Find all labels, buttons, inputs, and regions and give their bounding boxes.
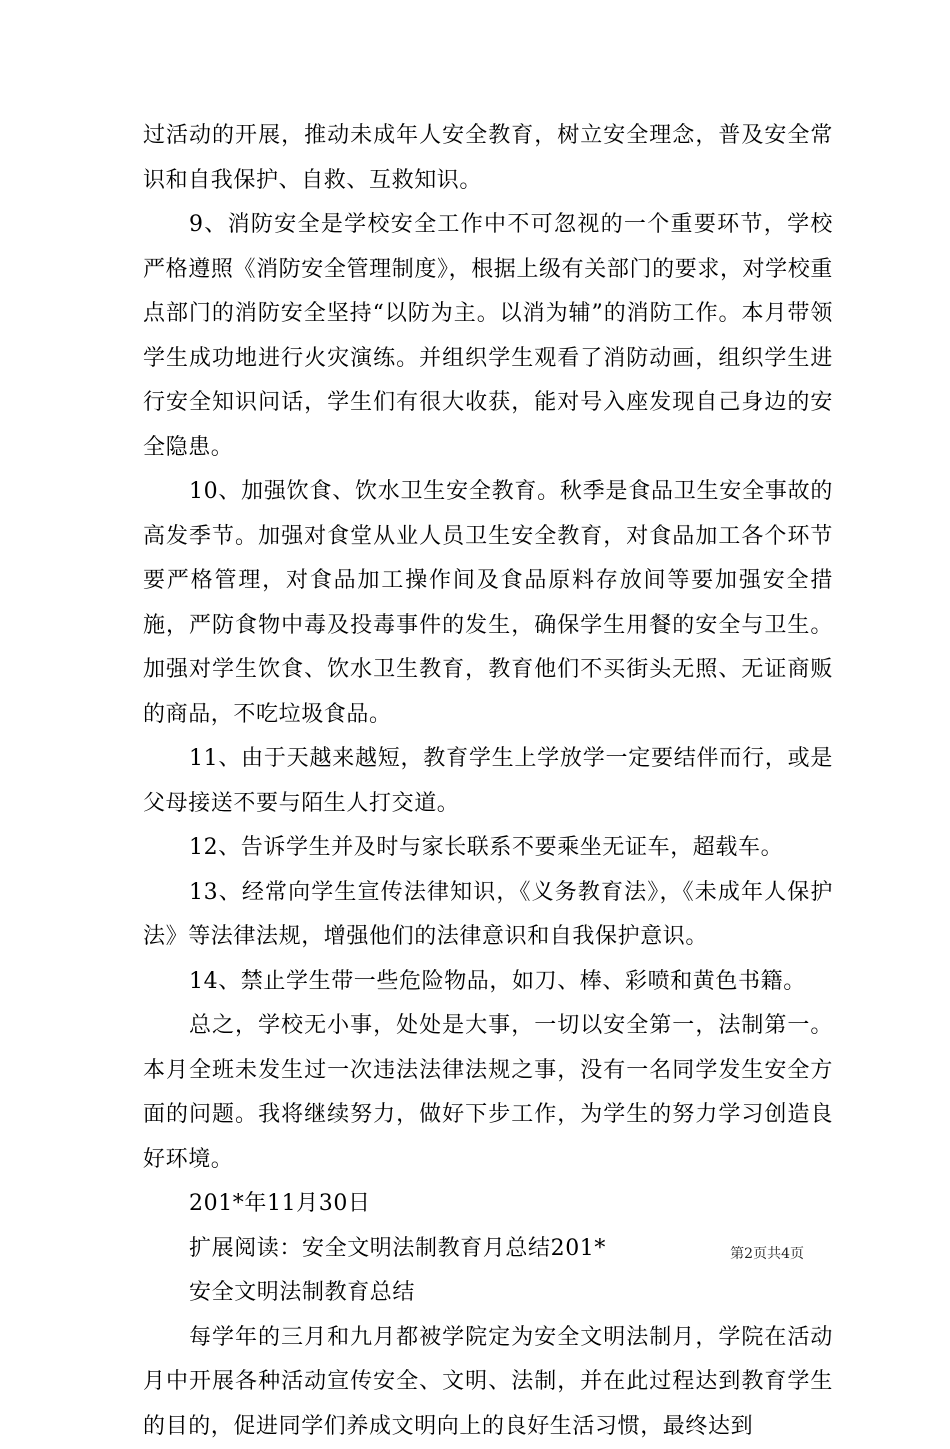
paragraph-8: 总之，学校无小事，处处是大事，一切以安全第一，法制第一。本月全班未发生过一次违法法律法规之事，没有一名同学发生安全方面的问题。我将继续努力，做好下步工作，为学生的努力学习创造良好环境。 <box>143 1004 833 1182</box>
paragraph-4: 11、由于天越来越短，教育学生上学放学一定要结伴而行，或是父母接送不要与陌生人打交道。 <box>143 737 833 826</box>
paragraph-1: 过活动的开展，推动未成年人安全教育，树立安全理念，普及安全常识和自我保护、自救、互救知识。 <box>143 114 833 203</box>
section-title: 安全文明法制教育总结 <box>143 1271 833 1316</box>
paragraph-2: 9、消防安全是学校安全工作中不可忽视的一个重要环节，学校严格遵照《消防安全管理制度》，根据上级有关部门的要求，对学校重点部门的消防安全坚持“以防为主。以消为辅”的消防工作。本月带领学生成功地进行火灾演练。并组织学生观看了消防动画，组织学生进行安全知识问话，学生们有很大收获，能对号入座发现自己身边的安全隐患。 <box>143 203 833 470</box>
extended-reading-line: 扩展阅读：安全文明法制教育月总结201* <box>143 1227 833 1272</box>
paragraph-6: 13、经常向学生宣传法律知识，《义务教育法》，《未成年人保护法》等法律法规，增强他们的法律意识和自我保护意识。 <box>143 871 833 960</box>
date-line: 201*年11月30日 <box>143 1182 833 1227</box>
paragraph-12: 每学年的三月和九月都被学院定为安全文明法制月，学院在活动月中开展各种活动宣传安全、文明、法制，并在此过程达到教育学生的目的，促进同学们养成文明向上的良好生活习惯，最终达到 <box>143 1316 833 1449</box>
paragraph-3: 10、加强饮食、饮水卫生安全教育。秋季是食品卫生安全事故的高发季节。加强对食堂从业人员卫生安全教育，对食品加工各个环节要严格管理，对食品加工操作间及食品原料存放间等要加强安全措施，严防食物中毒及投毒事件的发生，确保学生用餐的安全与卫生。加强对学生饮食、饮水卫生教育，教育他们不买街头无照、无证商贩的商品，不吃垃圾食品。 <box>143 470 833 737</box>
paragraph-7: 14、禁止学生带一些危险物品，如刀、棒、彩喷和黄色书籍。 <box>143 960 833 1005</box>
paragraph-5: 12、告诉学生并及时与家长联系不要乘坐无证车，超载车。 <box>143 826 833 871</box>
page-number-footer: 第2页共4页 <box>730 1244 804 1264</box>
